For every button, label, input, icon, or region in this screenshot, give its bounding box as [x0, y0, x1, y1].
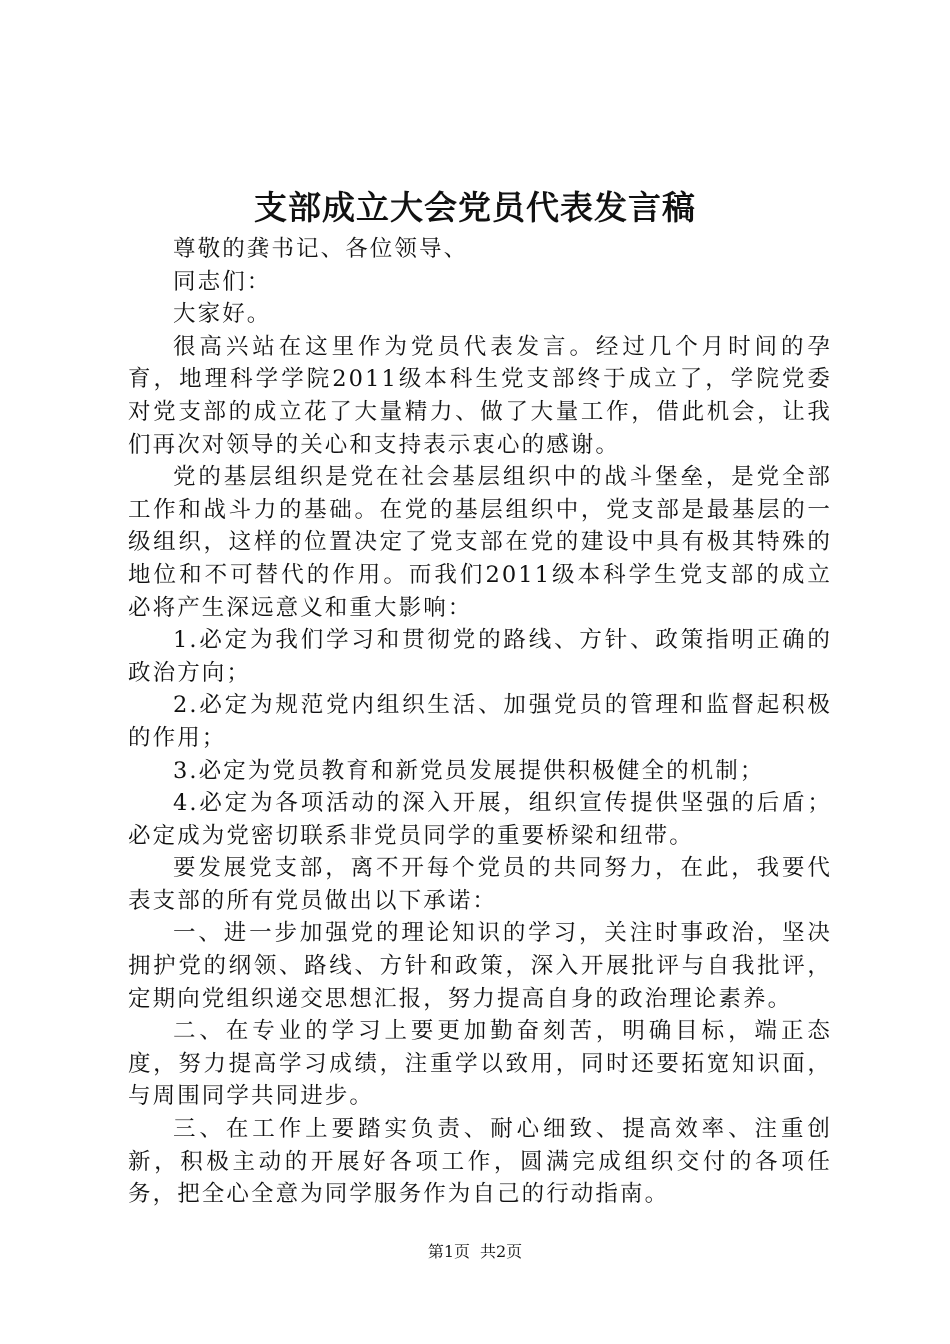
greeting: 大家好。	[173, 301, 272, 328]
list-item: 1.必定为我们学习和贯彻党的路线、方针、政策指明正确的政治方向；	[128, 627, 832, 686]
document-title: 支部成立大会党员代表发言稿	[254, 188, 696, 227]
list-item: 2.必定为规范党内组织生活、加强党员的管理和监督起积极的作用；	[128, 692, 832, 751]
body-paragraph: 党的基层组织是党在社会基层组织中的战斗堡垒，是党全部工作和战斗力的基础。在党的基层组织中，党支部是最基层的一级组织，这样的位置决定了党支部在党的建设中具有极其特殊的地位和不可替代的作用。而我们2011级本科学生党支部的成立必将产生深远意义和重大影响：	[128, 464, 832, 621]
pledge-item: 一、进一步加强党的理论知识的学习，关注时事政治，坚决拥护党的纲领、路线、方针和政策，深入开展批评与自我批评，定期向党组织递交思想汇报，努力提高自身的政治理论素养。	[128, 920, 832, 1012]
pledge-item: 二、在专业的学习上要更加勤奋刻苦，明确目标，端正态度，努力提高学习成绩，注重学以致用，同时还要拓宽知识面，与周围同学共同进步。	[128, 1018, 832, 1110]
page-footer	[0, 1240, 950, 1264]
list-item: 3.必定为党员教育和新党员发展提供积极健全的机制；	[173, 757, 765, 784]
body-paragraph: 要发展党支部，离不开每个党员的共同努力，在此，我要代表支部的所有党员做出以下承诺：	[128, 855, 832, 914]
document-body	[128, 233, 832, 1211]
page-number: 第1页	[427, 1242, 470, 1261]
salutation-comrades: 同志们：	[173, 268, 272, 295]
page-total: 共2页	[480, 1242, 523, 1261]
pledge-item: 三、在工作上要踏实负责、耐心细致、提高效率、注重创新，积极主动的开展好各项工作，圆满完成组织交付的各项任务，把全心全意为同学服务作为自己的行动指南。	[128, 1116, 832, 1208]
body-paragraph: 很高兴站在这里作为党员代表发言。经过几个月时间的孕育，地理科学学院2011级本科生党支部终于成立了，学院党委对党支部的成立花了大量精力、做了大量工作，借此机会，让我们再次对领导的关心和支持表示衷心的感谢。	[128, 333, 832, 458]
list-item: 4.必定为各项活动的深入开展，组织宣传提供坚强的后盾；必定成为党密切联系非党员同学的重要桥梁和纽带。	[128, 790, 832, 849]
salutation-leaders: 尊敬的龚书记、各位领导、	[173, 236, 469, 262]
